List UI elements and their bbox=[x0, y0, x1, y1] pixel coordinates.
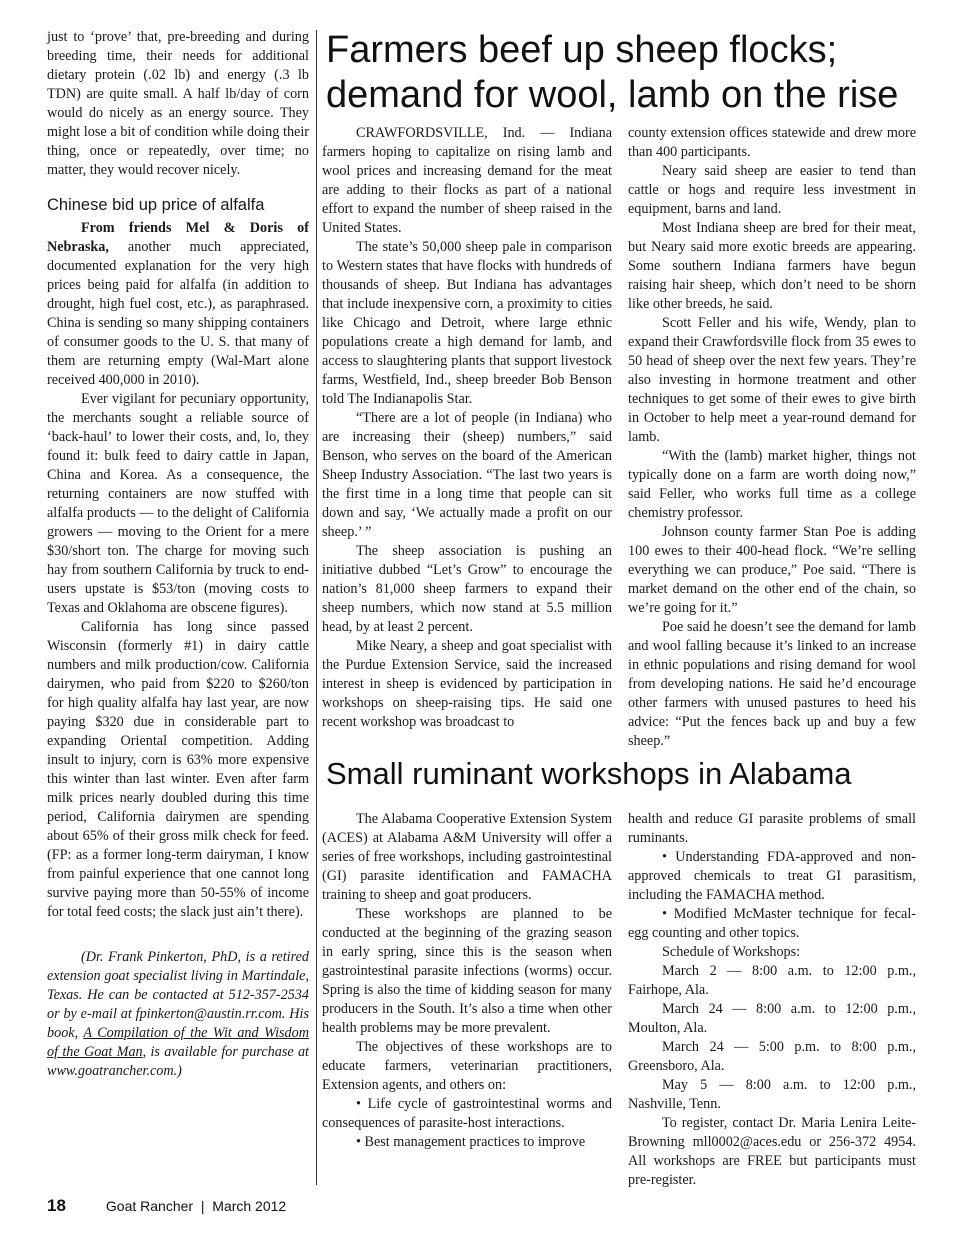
paragraph bbox=[47, 219, 309, 390]
subhead-alfalfa: Chinese bid up price of alfalfa bbox=[47, 196, 265, 214]
paragraph: Poe said he doesn’t see the demand for lamb and wool falling because it’s linked to an increase in ethnic populations and rising demand for wool from developing nations. He said he’d encourage other farmers with unused pastures to heed his advice: “Put the fences back up and buy a few sheep.” bbox=[628, 619, 916, 749]
paragraph-text: another much appreciated, documented explanation for the very high prices being paid for alfalfa (in addition to drought, high fuel cost, etc.), as paraphrased. China is sending so many shipping containers of consumer goods to the U. S. that many of them are returning empty (Wal-Mart alone received 400,000 in 2010). bbox=[47, 239, 309, 388]
paragraph: Mike Neary, a sheep and goat specialist with the Purdue Extension Service, said the increased interest in sheep is evidenced by participation in workshops on sheep-raising tips. He said one recent workshop was broadcast to bbox=[322, 638, 612, 730]
schedule-heading: Schedule of Workshops: bbox=[662, 944, 801, 960]
schedule-entry: March 24 — 8:00 a.m. to 12:00 p.m., Moulton, Ala. bbox=[628, 1001, 916, 1036]
registration-info: To register, contact Dr. Maria Lenira Leite-Browning mll0002@aces.edu or 256-372 4954. All workshops are FREE but participants must pre-register. bbox=[628, 1115, 916, 1188]
paragraph: CRAWFORDSVILLE, Ind. — Indiana farmers hoping to capitalize on rising lamb and wool prices and increasing demand for the meat are adding to their flocks as part of a national effort to expand the number of sheep raised in the United States. bbox=[322, 125, 612, 236]
schedule-entry: May 5 — 8:00 a.m. to 12:00 p.m., Nashville, Tenn. bbox=[628, 1077, 916, 1112]
article1-column-2 bbox=[628, 124, 916, 751]
book-title: A Compilation of the Wit and Wisdom of the Goat Man bbox=[47, 1025, 309, 1060]
paragraph: “With the (lamb) market higher, things not typically done on a farm are worth doing now,” said Feller, who works full time as a college chemistry professor. bbox=[628, 448, 916, 521]
paragraph: Johnson county farmer Stan Poe is adding 100 ewes to their 400-head flock. “We’re selling everything we can produce,” Poe said. “There is market demand on the other end of the chain, so we’re going for it.” bbox=[628, 524, 916, 616]
paragraph: The sheep association is pushing an initiative dubbed “Let’s Grow” to encourage the nation’s 81,000 sheep farmers to expand their sheep numbers, which now stand at 5.5 million head, by at least 2 percent. bbox=[322, 543, 612, 635]
publication-info: Goat Rancher | March 2012 bbox=[105, 1198, 287, 1214]
paragraph: The state’s 50,000 sheep pale in comparison to Western states that have flocks with hundreds of thousands of sheep. But Indiana has advantages that include inexpensive corn, a proximity to cities like Chicago and Detroit, where large ethnic populations create a high demand for lamb, and access to slaughtering plants that support livestock farms, Westfield, Ind., sheep breeder Bob Benson told The Indianapolis Star. bbox=[322, 239, 612, 407]
paragraph: The objectives of these workshops are to educate farmers, veterinarian practitioners, Extension agents, and others on: bbox=[322, 1039, 612, 1093]
column-divider bbox=[316, 30, 317, 1185]
paragraph: just to ‘prove’ that, pre-breeding and during breeding time, their needs for additional dietary protein (.02 lb) and energy (.3 lb TDN) are quite small. A half lb/day of corn would do nicely as an energy source. They might lose a bit of condition while doing their thing, once or repeatedly, over time; no matter, they would recover nicely. bbox=[47, 29, 309, 178]
paragraph: county extension offices statewide and drew more than 400 participants. bbox=[628, 125, 916, 160]
bullet-item: • Modified McMaster technique for fecal-egg counting and other topics. bbox=[628, 906, 916, 941]
bullet-item: • Best management practices to improve bbox=[356, 1134, 586, 1150]
article1-column-1 bbox=[322, 124, 612, 732]
article2-column-2 bbox=[628, 810, 916, 1190]
paragraph: Ever vigilant for pecuniary opportunity, the merchants sought a reliable source of ‘back-haul’ to lower their costs, and, lo, they found it: bulk feed to dairy cattle in Japan, China and Korea. As a consequence, the returning containers are now stuffed with alfalfa products — to the delight of California growers — moving to the Orient for a mere $30/short ton. The charge for moving such hay from southern California by truck to end-users upstate is $53/ton (moving costs to Texas and Oklahoma are obscene figures). bbox=[47, 391, 309, 616]
byline-text: , is available for purchase at www.goatrancher.com.) bbox=[47, 1044, 309, 1079]
headline-alabama-workshops: Small ruminant workshops in Alabama bbox=[326, 756, 852, 791]
paragraph: Most Indiana sheep are bred for their meat, but Neary said more exotic breeds are appearing. Some southern Indiana farmers have begun raising hair sheep, which don’t need to be shorn like other breeds, he said. bbox=[628, 220, 916, 312]
article2-column-1 bbox=[322, 810, 612, 1152]
bold-lead-in: From friends Mel & Doris of Nebraska, bbox=[47, 220, 309, 255]
paragraph: “There are a lot of people (in Indiana) who are increasing their (sheep) numbers,” said Benson, who serves on the board of the American Sheep Industry Association. “The last two years is the first time in a long time that people can sit down and say, ‘We actually made a profit on our sheep.’ ” bbox=[322, 410, 612, 540]
byline-text: (Dr. Frank Pinkerton, PhD, is a retired extension goat specialist living in Martindale, Texas. He can be contacted at 512-357-2534 or by e-mail at fpinkerton@austin.rr.com. His book, bbox=[47, 949, 309, 1041]
paragraph: California has long since passed Wisconsin (formerly #1) in dairy cattle numbers and milk production/cow. California dairymen, who paid from $220 to $260/ton for high quality alfalfa hay last year, are now paying $320 due in considerable part to expanding Oriental competition. Adding insult to injury, corn is 63% more expensive this winter than last winter. Even after farm milk prices nearly doubled during this time period, California dairymen are spending about 65% of their gross milk check for feed. (FP: as a former long-term dairyman, I know from painful experience that one cannot long survive paying more than 50-55% of income for total feed costs; the slack just ain’t there). bbox=[47, 619, 309, 920]
page-number: 18 bbox=[47, 1196, 66, 1215]
paragraph: health and reduce GI parasite problems of small ruminants. bbox=[628, 811, 916, 846]
left-column-continuation bbox=[47, 28, 309, 1081]
schedule-entry: March 2 — 8:00 a.m. to 12:00 p.m., Fairhope, Ala. bbox=[628, 963, 916, 998]
paragraph: Neary said sheep are easier to tend than cattle or hogs and require less investment in equipment, barns and land. bbox=[628, 163, 916, 217]
paragraph: These workshops are planned to be conducted at the beginning of the grazing season in early spring, since this is the season when gastrointestinal parasite infections (worms) occur. Spring is also the time of kidding season for many producers in the South. It’s also a time when other health problems may be more prevalent. bbox=[322, 906, 612, 1036]
author-byline bbox=[47, 948, 309, 1081]
bullet-item: • Understanding FDA-approved and non-approved chemicals to treat GI parasitism, including the FAMACHA method. bbox=[628, 849, 916, 903]
page-footer bbox=[47, 1196, 286, 1216]
bullet-item: • Life cycle of gastrointestinal worms and consequences of parasite-host interactions. bbox=[322, 1096, 612, 1131]
schedule-entry: March 24 — 5:00 p.m. to 8:00 p.m., Greensboro, Ala. bbox=[628, 1039, 916, 1074]
headline-sheep-flocks: Farmers beef up sheep flocks; demand for wool, lamb on the rise bbox=[326, 29, 899, 116]
paragraph: Scott Feller and his wife, Wendy, plan to expand their Crawfordsville flock from 35 ewes to 50 head of sheep over the next few years. They’re also investing in hormone treatment and other techniques to get some of their ewes to give birth in October to help meet a year-round demand for lamb. bbox=[628, 315, 916, 445]
paragraph: The Alabama Cooperative Extension System (ACES) at Alabama A&M University will offer a series of free workshops, including gastrointestinal (GI) parasite identification and FAMACHA training to sheep and goat producers. bbox=[322, 811, 612, 903]
